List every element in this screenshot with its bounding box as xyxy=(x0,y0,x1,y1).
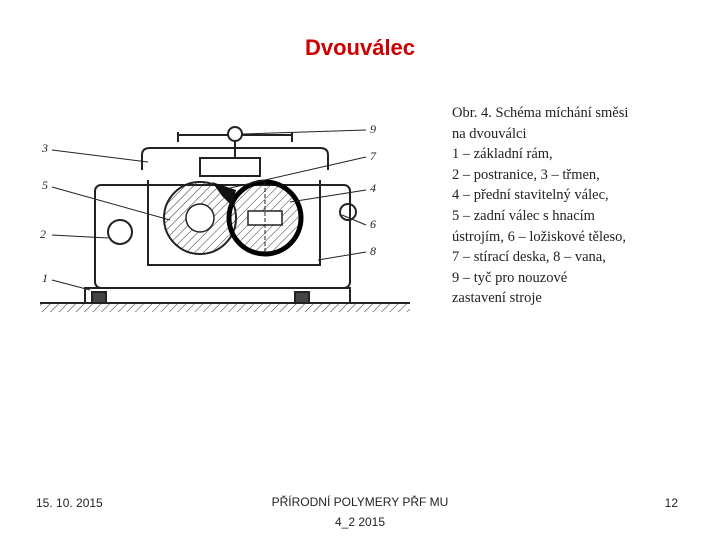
footer-date: 15. 10. 2015 xyxy=(36,496,103,510)
label-2: 2 xyxy=(40,227,46,241)
label-5: 5 xyxy=(42,178,48,192)
footer-course xyxy=(240,492,480,532)
caption-line: 9 – tyč pro nouzové xyxy=(452,269,568,286)
label-8: 8 xyxy=(370,244,376,258)
label-1: 1 xyxy=(42,271,48,285)
page-number: 12 xyxy=(664,496,678,510)
caption-line: 4 – přední stavitelný válec, xyxy=(452,187,609,204)
caption-line: 2 – postranice, 3 – třmen, xyxy=(452,166,600,183)
caption-line: 5 – zadní válec s hnacím xyxy=(452,207,595,224)
label-9: 9 xyxy=(370,122,376,136)
caption-line: 1 – základní rám, xyxy=(452,146,553,163)
label-6: 6 xyxy=(370,217,376,231)
ground-base xyxy=(40,303,410,312)
emergency-bar xyxy=(178,127,292,158)
figure-caption xyxy=(452,103,712,309)
footer-course-line1: PŘÍRODNÍ POLYMERY PŘF MU xyxy=(271,495,449,509)
slide-title: Dvouválec xyxy=(304,35,416,60)
caption-line: Obr. 4. Schéma míchání směsi xyxy=(452,105,629,121)
footer-course-line2: 4_2 2015 xyxy=(334,515,386,529)
label-7: 7 xyxy=(370,149,376,163)
label-4: 4 xyxy=(370,181,376,195)
two-roll-mill-diagram xyxy=(30,120,420,340)
front-roller xyxy=(229,182,301,254)
base-frame xyxy=(85,288,350,303)
caption-line: ústrojím, 6 – ložiskové těleso, xyxy=(452,228,626,245)
caption-line: 7 – stírací deska, 8 – vana, xyxy=(452,249,606,266)
caption-line: zastavení stroje xyxy=(452,290,542,307)
label-3: 3 xyxy=(42,141,48,155)
caption-line: na dvouválci xyxy=(452,125,527,142)
